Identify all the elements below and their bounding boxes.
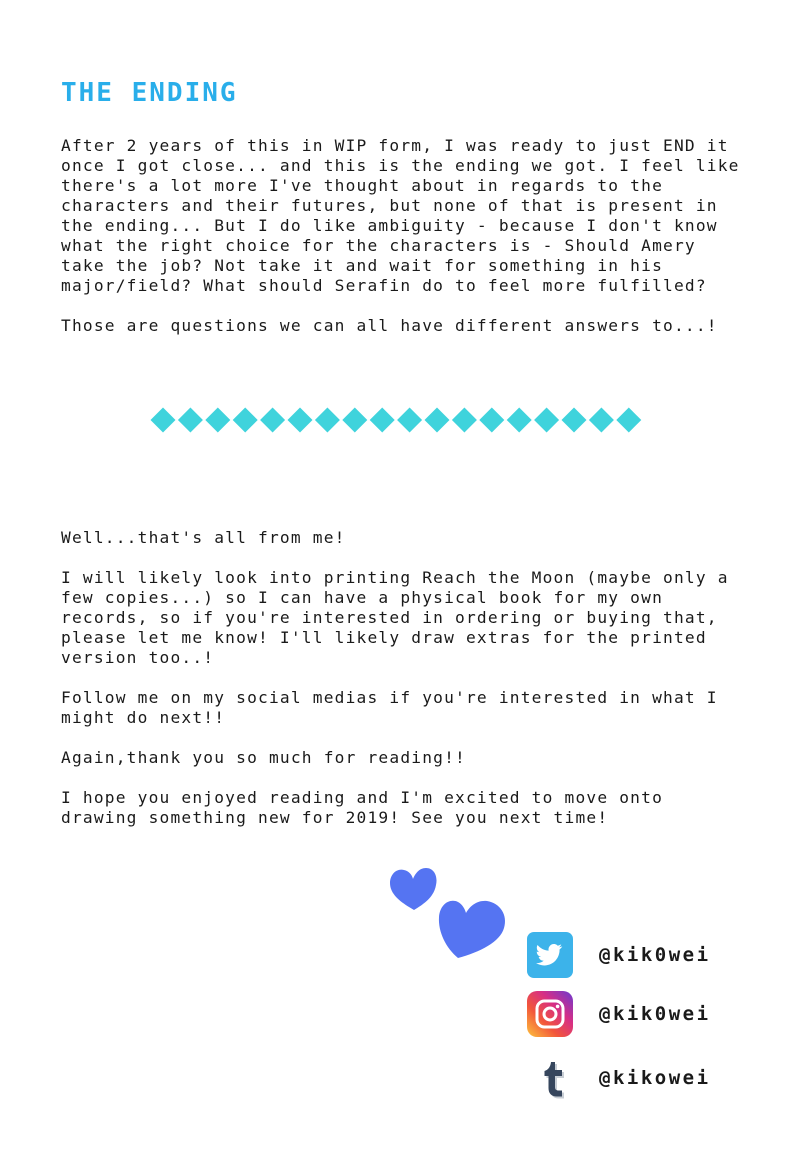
diamond-icon xyxy=(151,408,176,433)
diamond-icon xyxy=(425,408,450,433)
tumblr-handle[interactable]: @kikowei xyxy=(599,1067,711,1089)
diamond-divider xyxy=(150,407,650,433)
diamond-icon xyxy=(205,408,230,433)
twitter-handle[interactable]: @kik0wei xyxy=(599,944,711,966)
diamond-icon xyxy=(534,408,559,433)
ending-closing-question: Those are questions we can all have different answers to...! xyxy=(61,316,718,335)
diamond-icon xyxy=(370,408,395,433)
ending-paragraph: After 2 years of this in WIP form, I was ready to just END it once I got close... and this is the ending we got. I feel like there's a lot more I've thought about in regards to the characters and their futures, but none of that is present in the ending... But I do like ambiguity - because I don't know what the right choice for the characters is - Should Amery take the job? Not take it and wait for something in his major/field? What should Serafin do to feel more fulfilled? xyxy=(61,136,740,295)
hearts-icon xyxy=(386,860,516,970)
instagram-handle[interactable]: @kik0wei xyxy=(599,1003,711,1025)
diamond-icon xyxy=(233,408,258,433)
closing-paragraph-1: Well...that's all from me! xyxy=(61,528,346,547)
closing-paragraph-2: I will likely look into printing Reach the Moon (maybe only a few copies...) so I can have a physical book for my own records, so if you're interested in ordering or buying that, please let me know! I'll likely draw extras for the printed version too..! xyxy=(61,568,729,667)
closing-paragraph-3: Follow me on my social medias if you're interested in what I might do next!! xyxy=(61,688,718,727)
page-title: THE ENDING xyxy=(61,78,238,108)
closing-paragraph-5: I hope you enjoyed reading and I'm excited to move onto drawing something new for 2019! See you next time! xyxy=(61,788,664,827)
diamond-icon xyxy=(342,408,367,433)
diamond-icon xyxy=(397,408,422,433)
twitter-icon[interactable] xyxy=(527,932,573,978)
diamond-icon xyxy=(260,408,285,433)
social-instagram-row[interactable] xyxy=(527,991,711,1037)
social-tumblr-row[interactable] xyxy=(527,1055,711,1101)
diamond-icon xyxy=(288,408,313,433)
social-twitter-row[interactable] xyxy=(527,932,711,978)
diamond-icon xyxy=(507,408,532,433)
diamond-icon xyxy=(452,408,477,433)
diamond-icon xyxy=(562,408,587,433)
large-heart-icon xyxy=(439,901,505,958)
diamond-icon xyxy=(589,408,614,433)
diamond-icon xyxy=(479,408,504,433)
diamond-icon xyxy=(616,408,641,433)
closing-paragraph-4: Again,thank you so much for reading!! xyxy=(61,748,466,767)
small-heart-icon xyxy=(390,868,437,910)
instagram-icon[interactable] xyxy=(527,991,573,1037)
tumblr-icon[interactable] xyxy=(527,1055,573,1101)
diamond-icon xyxy=(315,408,340,433)
diamond-icon xyxy=(178,408,203,433)
